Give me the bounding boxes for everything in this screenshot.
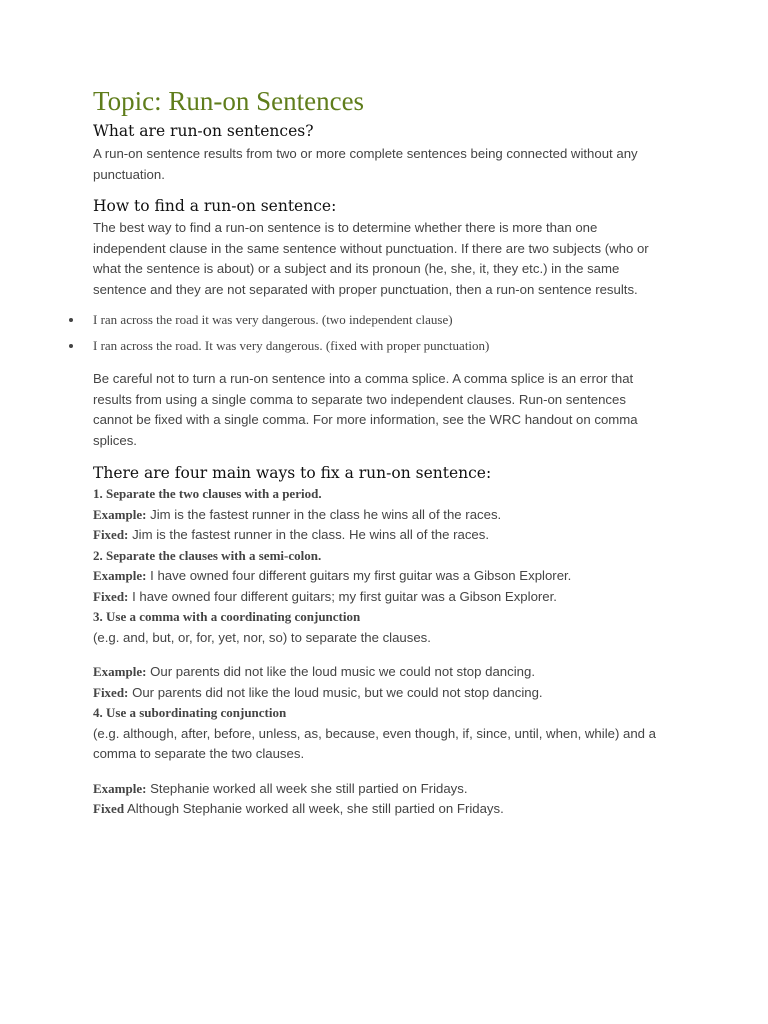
section-heading-how: How to find a run-on sentence:: [93, 197, 337, 215]
example-label: Example:: [93, 506, 147, 522]
paragraph-comma-splice: [93, 369, 683, 451]
conjunction-list: [93, 724, 683, 765]
text-line: The best way to find a run-on sentence is to determine whether there is more than one: [93, 220, 598, 235]
example-line: [93, 662, 683, 683]
text-line: A run-on sentence results from two or more complete sentences being connected without any: [93, 146, 638, 161]
example-line: [93, 505, 683, 526]
fixed-line: [93, 587, 683, 608]
fixed-label: Fixed:: [93, 684, 129, 700]
bullet-icon: [69, 344, 73, 348]
text-line: Be careful not to turn a run-on sentence into a comma splice. A comma splice is an error that: [93, 371, 634, 386]
list-item: [93, 336, 683, 356]
bullet-text: I ran across the road. It was very dangerous. (fixed with proper punctuation): [93, 338, 490, 353]
example-label: Example:: [93, 568, 147, 583]
text-line: results from using a single comma to separate two independent clauses. Run-on sentences: [93, 391, 626, 407]
way-4: [93, 703, 683, 820]
fixed-text: I have owned four different guitars; my first guitar was a Gibson Explorer.: [132, 588, 557, 604]
step-heading: 3. Use a comma with a coordinating conjunction: [93, 609, 361, 624]
example-label: Example:: [93, 780, 147, 796]
text-line: (e.g. although, after, before, unless, as, because, even though, if, since, until, when, while) and a: [93, 725, 657, 741]
fixed-label: Fixed:: [93, 527, 129, 542]
bullet-text: I ran across the road it was very dangerous. (two independent clause): [93, 312, 453, 327]
conjunction-list: (e.g. and, but, or, for, yet, nor, so) to separate the clauses.: [93, 629, 431, 645]
fixed-line: [93, 525, 683, 546]
way-1: [93, 484, 683, 546]
example-text: Our parents did not like the loud music we could not stop dancing.: [150, 664, 535, 679]
fixed-text: Although Stephanie worked all week, she still partied on Fridays.: [127, 801, 504, 816]
fixed-label: Fixed: [93, 801, 125, 816]
way-3: [93, 607, 683, 703]
step-heading: 4. Use a subordinating conjunction: [93, 705, 287, 720]
example-label: Example:: [93, 664, 147, 679]
example-line: [93, 779, 683, 800]
example-text: I have owned four different guitars my first guitar was a Gibson Explorer.: [150, 568, 572, 583]
list-item: [93, 310, 683, 330]
bullet-icon: [69, 318, 73, 322]
fixed-line: [93, 799, 683, 820]
text-line: what the sentence is about) or a subject and its pronoun (he, she, it, they etc.) in the same: [93, 261, 620, 276]
document-page: [93, 84, 683, 820]
section-heading-four-ways: There are four main ways to fix a run-on sentence:: [93, 464, 492, 482]
page-title: Topic: Run-on Sentences: [93, 86, 365, 116]
example-text: Jim is the fastest runner in the class he wins all of the races.: [150, 506, 502, 522]
text-line: punctuation.: [93, 166, 165, 182]
way-2: [93, 546, 683, 608]
paragraph-how-to-find: [93, 218, 683, 300]
text-line: cannot be fixed with a single comma. For more information, see the WRC handout on comma: [93, 412, 638, 427]
paragraph-definition: [93, 144, 683, 185]
section-heading-what: What are run-on sentences?: [93, 122, 314, 140]
example-bullet-list: [93, 310, 683, 356]
fixed-text: Our parents did not like the loud music, but we could not stop dancing.: [132, 684, 543, 700]
text-line: splices.: [93, 432, 137, 448]
text-line: independent clause in the same sentence without punctuation. If there are two subjects (who or: [93, 240, 649, 256]
text-line: sentence and they are not separated with proper punctuation, then a run-on sentence results.: [93, 281, 638, 297]
step-heading: 2. Separate the clauses with a semi-colon.: [93, 547, 322, 563]
example-line: [93, 566, 683, 587]
example-text: Stephanie worked all week she still partied on Fridays.: [150, 780, 468, 796]
fixed-label: Fixed:: [93, 588, 129, 604]
step-heading: 1. Separate the two clauses with a period.: [93, 486, 322, 501]
fixed-text: Jim is the fastest runner in the class. He wins all of the races.: [132, 527, 490, 542]
text-line: comma to separate the two clauses.: [93, 746, 305, 761]
fixed-line: [93, 683, 683, 704]
